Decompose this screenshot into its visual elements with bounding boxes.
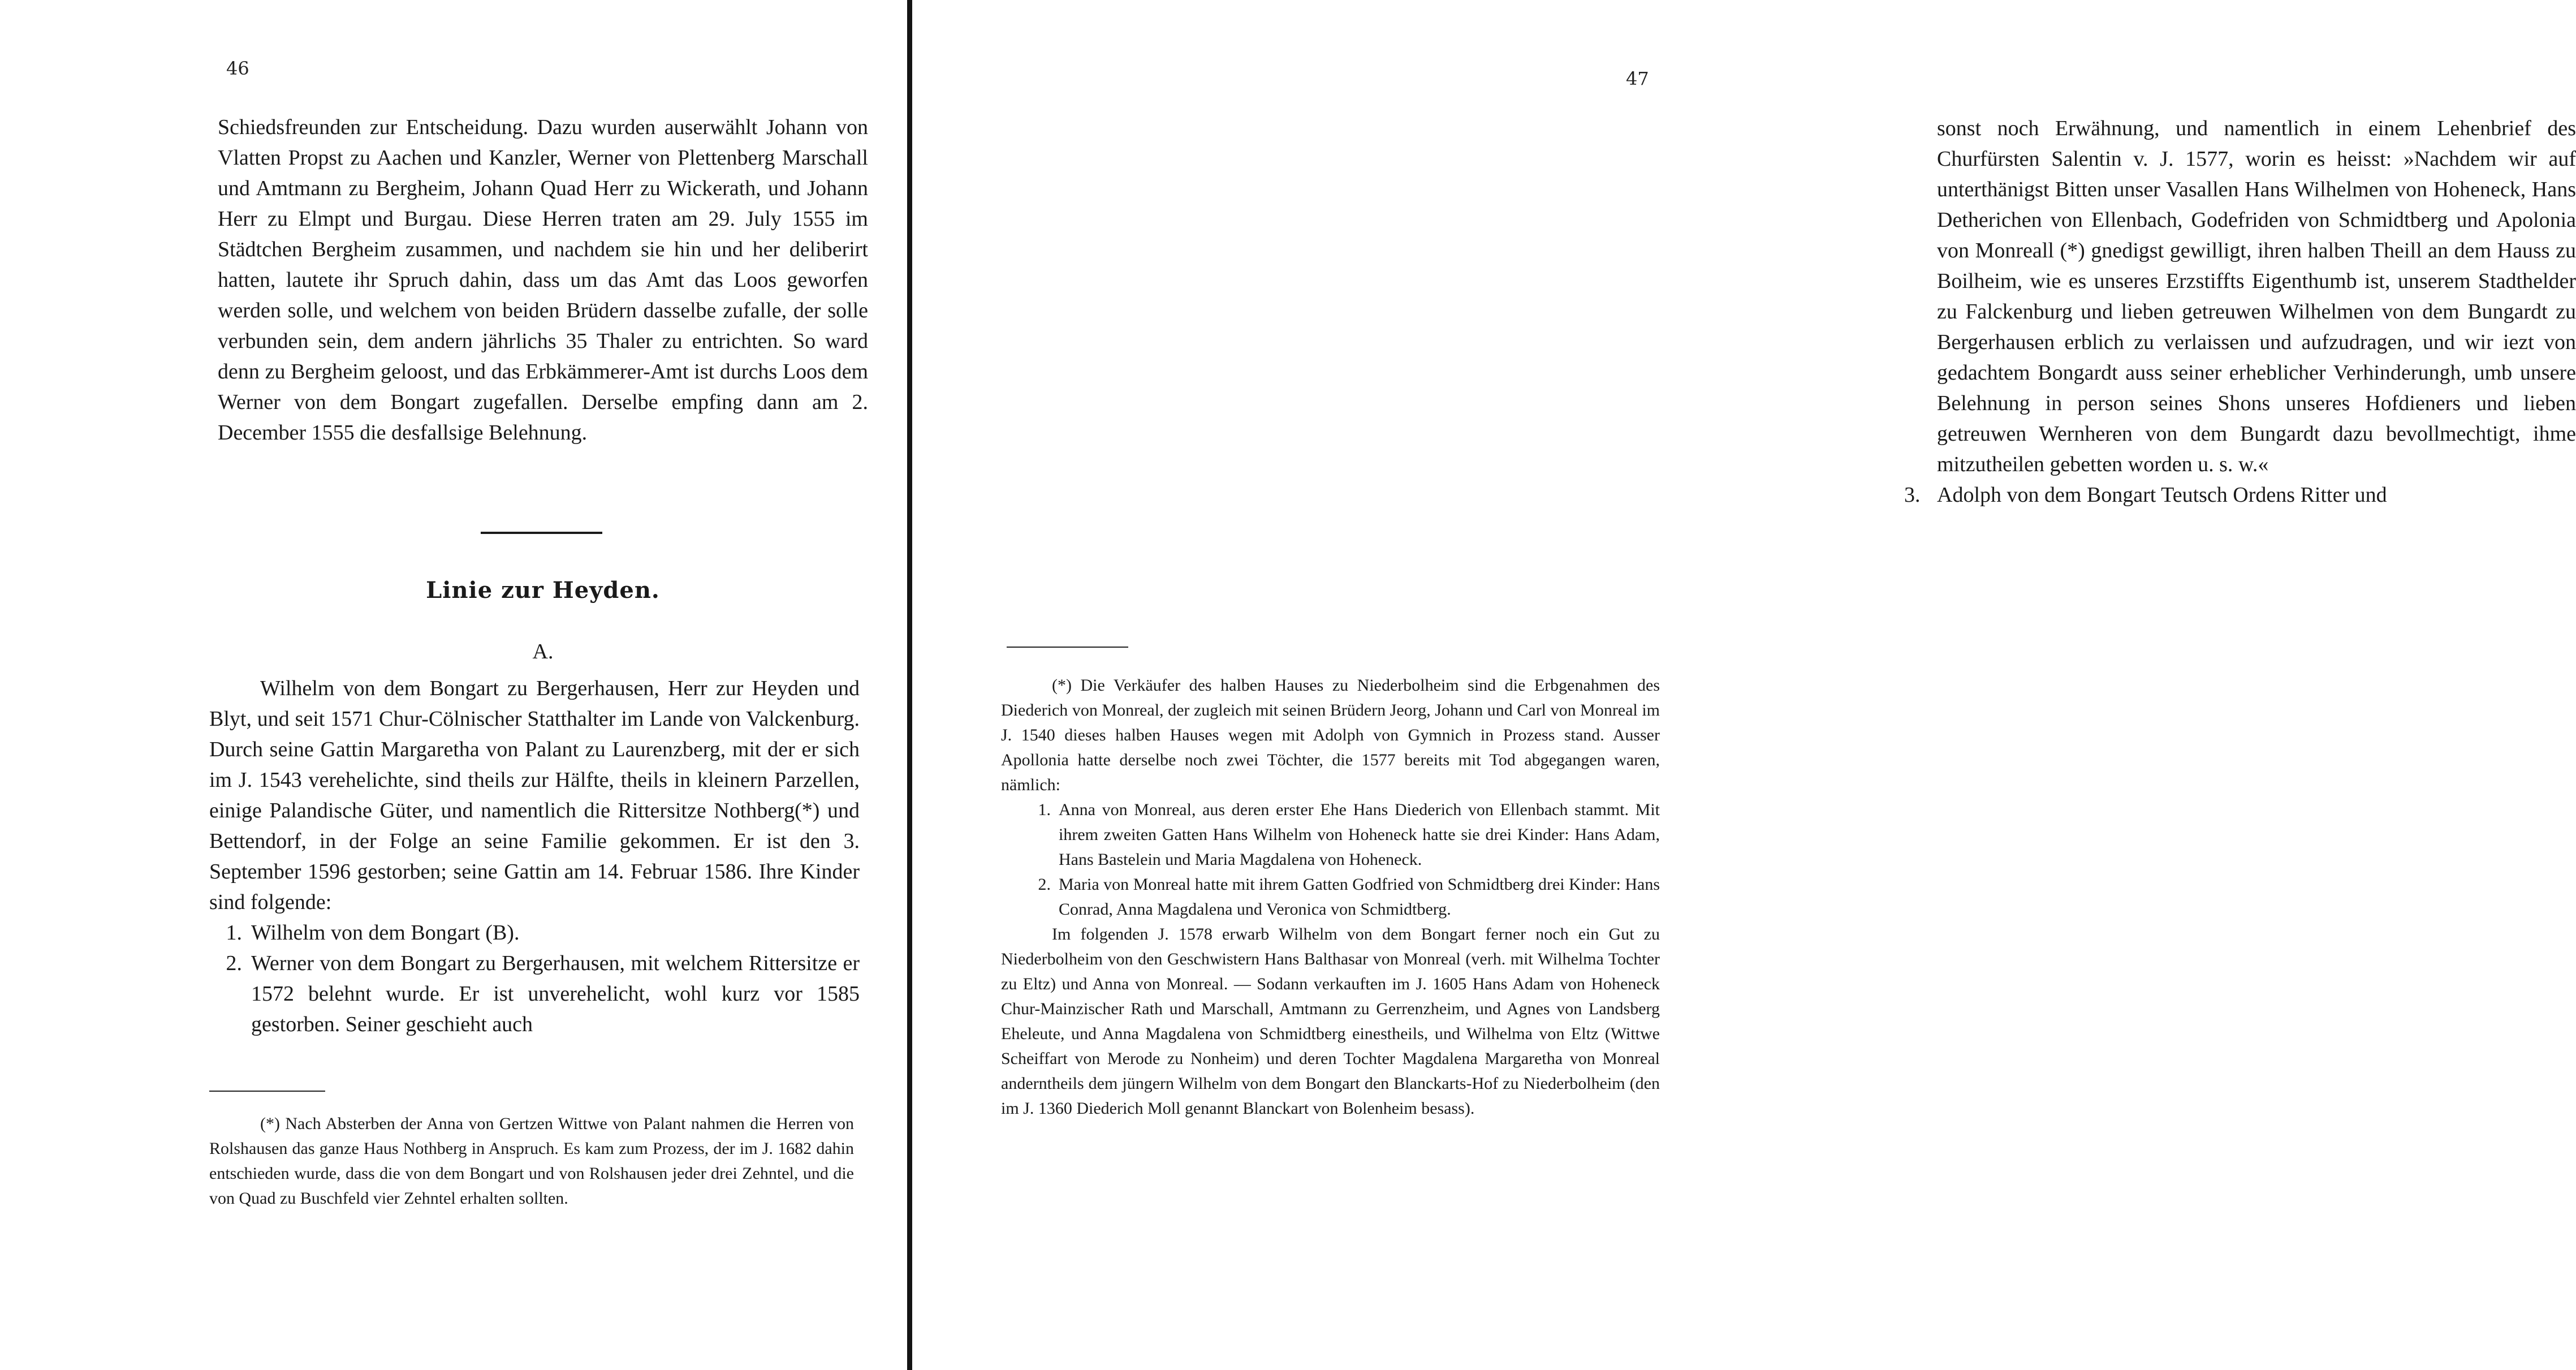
continuation-paragraph: sonst noch Erwähnung, und namentlich in einem Lehenbrief des Churfürsten Salentin v. J. 1577, worin es heisst: »Nachdem wir auf unterthänigst Bitten unser Vasallen Hans Wilhelmen von Hoheneck, Hans Detherichen von Ellenbach, Godefriden von Schmidtberg und Apolonia von Monreall (*) gnedigst gewilligt, ihren halben Theill an dem Hauss zu Boilheim, wie es unseres Erzstiffts Eigenthumb ist, unserem Stadthelder zu Falckenburg und lieben getreuwen Wilhelmen von dem Bungardt zu Bergerhausen erblich zu verlaissen und aufzudragen, und wir iezt von gedachtem Bongardt auss seiner erheblicher Verhinderungh, umb unsere Belehnung in person seines Shons unseres Hofdieners und lieben getreuwen Wernheren von dem Bungardt dazu bevollmechtigt, ihme mitzutheilen gebetten worden u. s. w.« — [1937, 117, 2576, 476]
list-item — [209, 948, 860, 1040]
footnote-list — [1001, 798, 1660, 922]
right-page — [919, 0, 2576, 1370]
footnote-list-text: Anna von Monreal, aus deren erster Ehe Hans Diederich von Ellenbach stammt. Mit ihrem zweiten Gatten Hans Wilhelm von Hoheneck hatte sie drei Kinder: Hans Adam, Hans Bastelein und Maria Magdalena von Hoheneck. — [1059, 800, 1660, 869]
footnote-intro: (*) Die Verkäufer des halben Hauses zu Niederbolheim sind die Erbgenahmen des Diederich von Monreal, der zugleich mit seinen Brüdern Jeorg, Johann und Carl von Monreal im J. 1540 dieses halben Hauses wegen mit Adolph von Gymnich in Prozess stand. Ausser Apollonia hatte derselbe noch zwei Töchter, die 1577 bereits mit Tod abgegangen waren, nämlich: — [1001, 676, 1660, 794]
intro-text: Schiedsfreunden zur Entscheidung. Dazu wurden auserwählt Johann von Vlatten Propst zu Aachen und Kanzler, Werner von Plettenberg Marschall und Amtmann zu Bergheim, Johann Quad Herr zu Wickerath, und Johann Herr zu Elmpt und Burgau. Diese Herren traten am 29. July 1555 im Städtchen Bergheim zusammen, und nachdem sie hin und her deliberirt hatten, lautete ihr Spruch dahin, dass um das Amt das Loos geworfen werden solle, und welchem von beiden Brüdern dasselbe zufalle, der solle verbunden sein, dem andern jährlichs 35 Thaler zu entrichten. So ward denn zu Bergheim geloost, und das Erbkämmerer-Amt ist durchs Loos dem Werner von dem Bongart zugefallen. Derselbe empfing dann am 2. December 1555 die desfallsige Belehnung. — [218, 115, 868, 445]
footnote-list-item — [1017, 798, 1660, 872]
footnote-list-number: 2. — [1038, 875, 1051, 894]
footnote-list-number: 1. — [1038, 800, 1051, 819]
left-page — [0, 0, 905, 1370]
footnote-list-item — [1017, 872, 1660, 922]
list-item-text: Werner von dem Bongart zu Bergerhausen, mit welchem Rittersitze er 1572 belehnt wurde. Er ist unverehelicht, wohl kurz vor 1585 gestorben. Seiner geschieht auch — [251, 951, 860, 1036]
footnote-divider — [1007, 647, 1128, 648]
footnote — [209, 1111, 854, 1211]
footnote-divider — [209, 1091, 325, 1092]
footnote-list-text: Maria von Monreal hatte mit ihrem Gatten Godfried von Schmidtberg drei Kinder: Hans Conrad, Anna Magdalena und Veronica von Schmidtberg. — [1059, 875, 1660, 919]
section-title: Linie zur Heyden. — [426, 577, 660, 604]
footnote-text: (*) Nach Absterben der Anna von Gertzen Wittwe von Palant nahmen die Herren von Rolshausen das ganze Haus Nothberg in Anspruch. Es kam zum Prozess, der im J. 1682 dahin entschieden wurde, dass die von dem Bongart und von Rolshausen jeder drei Zehntel, und die von Quad zu Buschfeld vier Zehntel erhalten sollten. — [209, 1114, 854, 1208]
list-item — [1904, 480, 2576, 510]
page-number: 46 — [226, 58, 249, 79]
list-item-text: Adolph von dem Bongart Teutsch Ordens Ritter und — [1937, 483, 2387, 507]
list-item-number: 2. — [226, 951, 242, 975]
main-paragraph: Wilhelm von dem Bongart zu Bergerhausen, Herr zur Heyden und Blyt, und seit 1571 Chur-Cölnischer Statthalter im Lande von Valckenburg. Durch seine Gattin Margaretha von Palant zu Laurenzberg, mit der er sich im J. 1543 verehelichte, sind theils zur Hälfte, theils in kleinern Parzellen, einige Palandische Güter, und namentlich die Rittersitze Nothberg(*) und Bettendorf, in der Folge an seine Familie gekommen. Er ist den 3. September 1596 gestorben; seine Gattin am 14. Februar 1586. Ihre Kinder sind folgende: — [209, 677, 860, 914]
main-text — [209, 673, 860, 1040]
footnote — [1001, 673, 1660, 1121]
book-gutter — [907, 0, 912, 1370]
main-text — [1904, 113, 2576, 510]
list-item-text: Wilhelm von dem Bongart (B). — [251, 921, 520, 945]
intro-paragraph — [218, 112, 868, 448]
section-divider — [481, 532, 602, 534]
list-item-number: 3. — [1904, 483, 1921, 507]
list-item — [209, 917, 860, 948]
section-letter: A. — [532, 640, 554, 664]
footnote-closing: Im folgenden J. 1578 erwarb Wilhelm von dem Bongart ferner noch ein Gut zu Niederbolheim von den Geschwistern Hans Balthasar von Monreal (verh. mit Wilhelma Tochter zu Eltz) und Anna von Monreal. — Sodann verkauften im J. 1605 Hans Adam von Hoheneck Chur-Mainzischer Rath und Marschall, Amtmann zu Gerrenzheim, und Agnes von Landsberg Eheleute, und Anna Magdalena von Schmidtberg einestheils, und Wilhelma von Eltz (Wittwe Scheiffart von Merode zu Nonheim) und deren Tochter Magdalena Margaretha von Monreal anderntheils dem jüngern Wilhelm von dem Bongart den Blanckarts-Hof zu Niederbolheim (den im J. 1360 Diederich Moll genannt Blanckart von Bolenheim besass). — [1001, 925, 1660, 1118]
page-number: 47 — [1626, 68, 1649, 89]
list-item-number: 1. — [226, 921, 242, 945]
